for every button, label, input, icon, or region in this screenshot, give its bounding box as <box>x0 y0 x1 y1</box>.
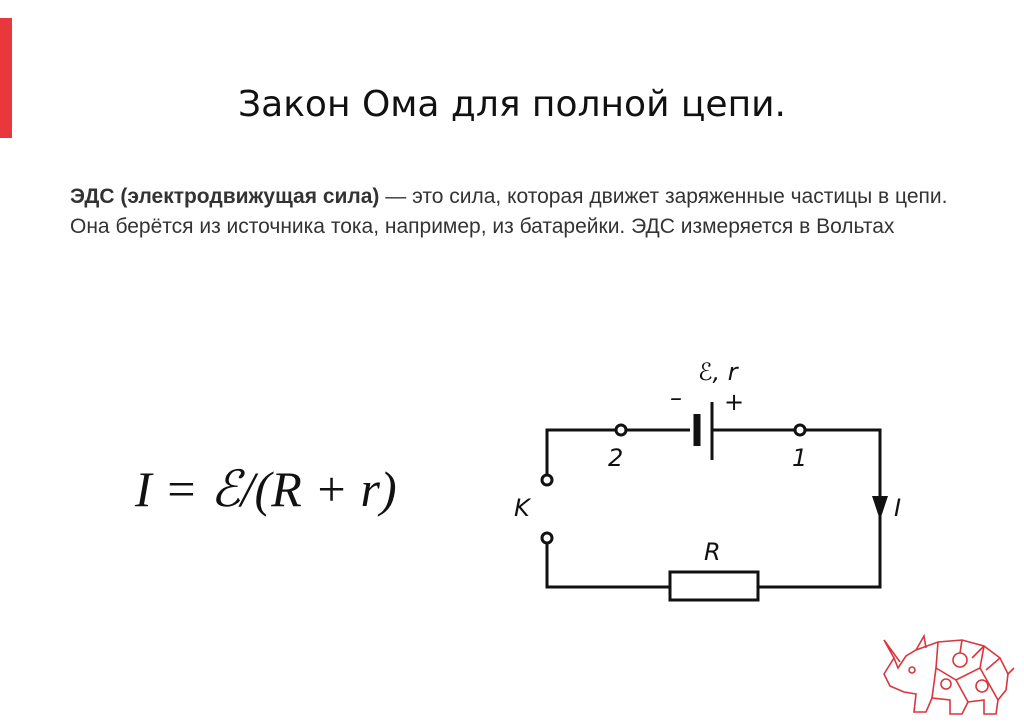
key-contact-bottom <box>542 533 552 543</box>
terminal-2-label: 2 <box>608 444 624 472</box>
minus-label: – <box>670 384 682 412</box>
circuit-diagram <box>500 330 920 620</box>
current-label: I <box>894 494 902 522</box>
ohm-law-formula: I = ℰ/(R + r) <box>135 461 397 517</box>
wire-left-bottom <box>547 538 670 587</box>
plus-label: + <box>724 388 745 416</box>
wire-bottom-right <box>758 430 880 587</box>
slide-title: Закон Ома для полной цепи. <box>238 84 786 125</box>
terminal-1-label: 1 <box>792 444 808 472</box>
rhino-logo-icon <box>876 628 1016 718</box>
terminal-2 <box>616 425 626 435</box>
emf-definition <box>70 182 970 242</box>
current-arrow <box>872 496 888 520</box>
resistor <box>670 572 758 600</box>
source-label: ℰ, r <box>698 358 738 386</box>
key-contact-top <box>542 475 552 485</box>
emf-term: ЭДС (электродвижущая сила) <box>70 185 380 208</box>
resistor-label: R <box>704 538 721 566</box>
key-label: K <box>514 494 530 522</box>
emf-description: — это сила, которая движет заряженные частицы в цепи. Она берётся из источника тока, например, из батарейки. ЭДС измеряется в Вольтах <box>70 185 948 238</box>
terminal-1 <box>795 425 805 435</box>
